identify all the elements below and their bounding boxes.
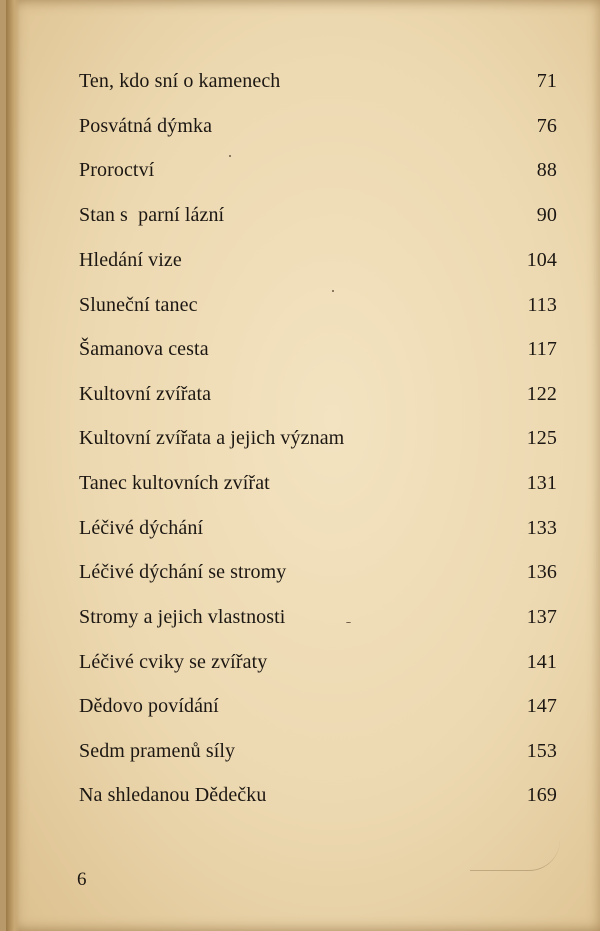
toc-entry-title: Léčivé cviky se zvířaty — [79, 651, 268, 673]
toc-entry-title: Dědovo povídání — [79, 695, 219, 717]
toc-entry-title: Ten, kdo sní o kamenech — [79, 70, 281, 92]
toc-entry-page: 90 — [536, 204, 557, 226]
paper-curl-mark — [470, 840, 560, 871]
toc-entry-title: Léčivé dýchání — [79, 517, 204, 539]
toc-entry-title: Kultovní zvířata — [79, 383, 212, 405]
toc-entry-page: 76 — [536, 115, 557, 137]
toc-entry — [79, 115, 557, 147]
toc-entry — [79, 427, 557, 459]
toc-entry — [79, 517, 557, 549]
toc-entry — [79, 159, 557, 191]
toc-entry — [79, 338, 557, 370]
toc-entry — [79, 651, 557, 683]
toc-entry-page: 169 — [526, 784, 557, 806]
toc-entry-title: Šamanova cesta — [79, 338, 209, 360]
toc-entry-page: 122 — [526, 383, 557, 405]
toc-entry-title: Hledání vize — [79, 249, 182, 271]
toc-entry — [79, 70, 557, 102]
toc-entry-page: 133 — [526, 517, 557, 539]
toc-entry-page: 125 — [526, 427, 557, 449]
paper-speck — [332, 290, 334, 292]
toc-entry-page: 147 — [526, 695, 557, 717]
paper-speck — [229, 155, 231, 157]
toc-entry-title: Kultovní zvířata a jejich význam — [79, 427, 345, 449]
toc-entry — [79, 249, 557, 281]
page-number: 6 — [77, 869, 87, 890]
toc-entry-page: 88 — [536, 159, 557, 181]
toc-entry — [79, 740, 557, 772]
toc-entry-page: 141 — [526, 651, 557, 673]
toc-entry-title: Sluneční tanec — [79, 294, 198, 316]
toc-entry-title: Sedm pramenů síly — [79, 740, 236, 762]
toc-entry-title: Stan s parní lázní — [79, 204, 225, 226]
toc-entry-page: 71 — [536, 70, 557, 92]
toc-entry — [79, 383, 557, 415]
toc-entry — [79, 695, 557, 727]
toc-entry — [79, 784, 557, 816]
toc-entry — [79, 204, 557, 236]
toc-entry-page: 153 — [526, 740, 557, 762]
toc-entry-title: Léčivé dýchání se stromy — [79, 561, 287, 583]
toc-entry-page: 104 — [526, 249, 557, 271]
toc-entry — [79, 472, 557, 504]
paper-speck — [346, 622, 351, 623]
toc-entry — [79, 606, 557, 638]
toc-entry-page: 113 — [527, 294, 557, 316]
toc-entry-page: 131 — [526, 472, 557, 494]
toc-entry-title: Tanec kultovních zvířat — [79, 472, 270, 494]
toc-entry — [79, 561, 557, 593]
toc-entry-page: 117 — [527, 338, 557, 360]
toc-entry-page: 136 — [526, 561, 557, 583]
toc-entry-title: Proroctví — [79, 159, 155, 181]
toc-entry-page: 137 — [526, 606, 557, 628]
toc-entry-title: Na shledanou Dědečku — [79, 784, 267, 806]
toc-entry-title: Posvátná dýmka — [79, 115, 213, 137]
toc-entry — [79, 294, 557, 326]
toc-entry-title: Stromy a jejich vlastnosti — [79, 606, 286, 628]
